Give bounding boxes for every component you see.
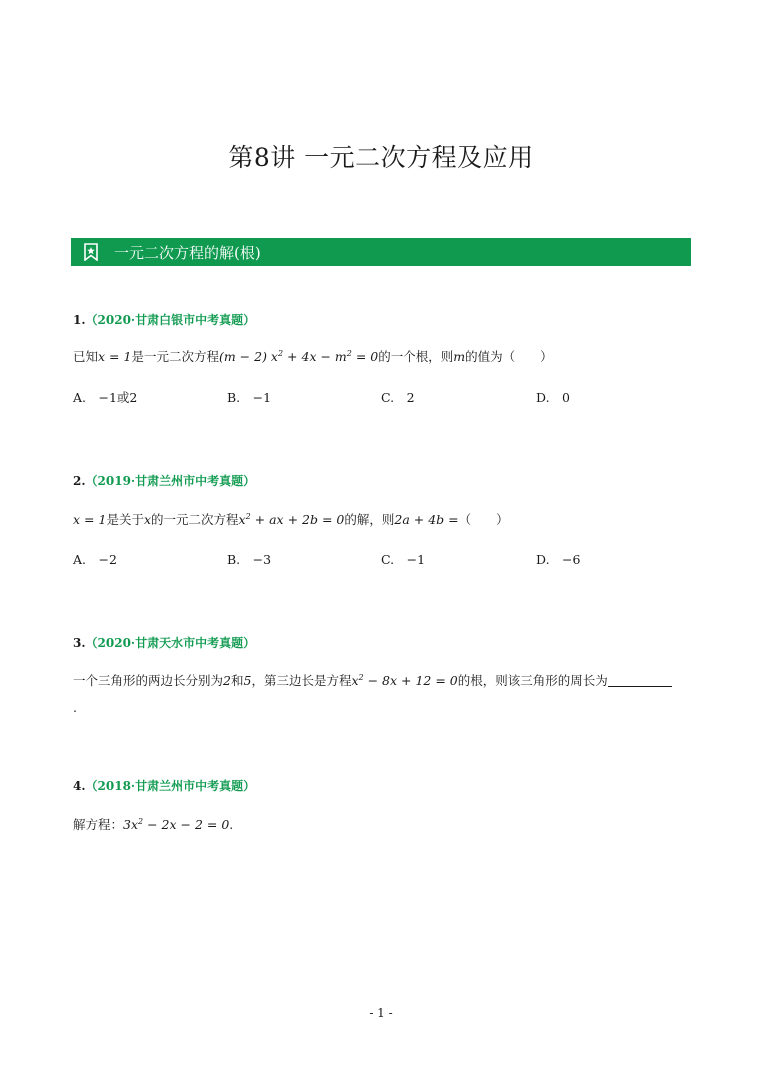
- question-3-header: [73, 634, 255, 651]
- option-b[interactable]: B. −1: [227, 390, 272, 405]
- question-2-number: 2.: [73, 474, 86, 488]
- stem-text: 的根，则该三角形的周长为: [457, 673, 608, 688]
- star-bookmark-icon: [80, 238, 102, 266]
- question-1-number: 1.: [73, 313, 86, 327]
- stem-text: 的解，则: [344, 512, 395, 527]
- stem-text: 是关于: [106, 512, 144, 527]
- question-2-header: [73, 472, 255, 489]
- stem-text: ，第三边长是方程: [251, 673, 352, 688]
- page-title: 第8讲 一元二次方程及应用: [228, 143, 534, 172]
- option-d[interactable]: D. −6: [536, 552, 581, 567]
- question-3-number: 3.: [73, 636, 86, 650]
- question-4-source: （2018·甘肃兰州市中考真题）: [85, 779, 256, 793]
- option-c[interactable]: C. 2: [381, 390, 415, 405]
- question-2-source: （2019·甘肃兰州市中考真题）: [85, 474, 256, 488]
- section-title: 一元二次方程的解(根): [114, 243, 261, 262]
- math-expression: x = 1: [73, 512, 107, 527]
- question-3-stem: [73, 671, 672, 689]
- stem-text: 和: [230, 673, 244, 688]
- question-4-header: [73, 777, 255, 794]
- question-3-tail: .: [73, 700, 77, 715]
- option-d[interactable]: D. 0: [536, 390, 571, 405]
- question-4-number: 4.: [73, 779, 86, 793]
- math-number: 2: [223, 673, 231, 688]
- stem-text: 的一元二次方程: [151, 512, 239, 527]
- math-expression: 2a + 4b =: [394, 512, 459, 527]
- answer-blank[interactable]: [608, 686, 672, 687]
- page-number: - 1 -: [369, 1006, 393, 1020]
- stem-text: .: [229, 817, 234, 832]
- math-expression: (m − 2) $x^2 + 4x - m^2 = 0$: [218, 348, 379, 364]
- question-1-header: [73, 311, 255, 328]
- stem-text: （ ）: [458, 512, 509, 527]
- math-expression: $x^2 - 8x + 12 = 0$: [351, 672, 458, 688]
- math-expression: $x^2$ + ax + 2b = 0: [238, 511, 345, 527]
- question-3-source: （2020·甘肃天水市中考真题）: [85, 636, 256, 650]
- question-1-source: （2020·甘肃白银市中考真题）: [85, 313, 256, 327]
- math-variable: x: [143, 512, 152, 527]
- stem-text: 一个三角形的两边长分别为: [73, 673, 224, 688]
- question-2-stem: [73, 510, 509, 528]
- option-c[interactable]: C. −1: [381, 552, 426, 567]
- math-expression: $3x^2 - 2x - 2 = 0$: [123, 816, 230, 832]
- question-1-stem: [73, 347, 553, 365]
- question-4-stem: [73, 815, 233, 833]
- option-b[interactable]: B. −3: [227, 552, 272, 567]
- option-a[interactable]: A. −1或2: [73, 390, 138, 405]
- stem-text: 的一个根，则: [378, 349, 454, 364]
- stem-text: 是一元二次方程: [131, 349, 219, 364]
- math-variable: m: [453, 349, 466, 364]
- stem-text: 解方程：: [73, 817, 124, 832]
- stem-text: 已知: [73, 349, 99, 364]
- section-header: [71, 238, 691, 266]
- math-number: 5: [243, 673, 252, 688]
- math-expression: x = 1: [98, 349, 132, 364]
- stem-text: 的值为（ ）: [465, 349, 553, 364]
- option-a[interactable]: A. −2: [73, 552, 117, 567]
